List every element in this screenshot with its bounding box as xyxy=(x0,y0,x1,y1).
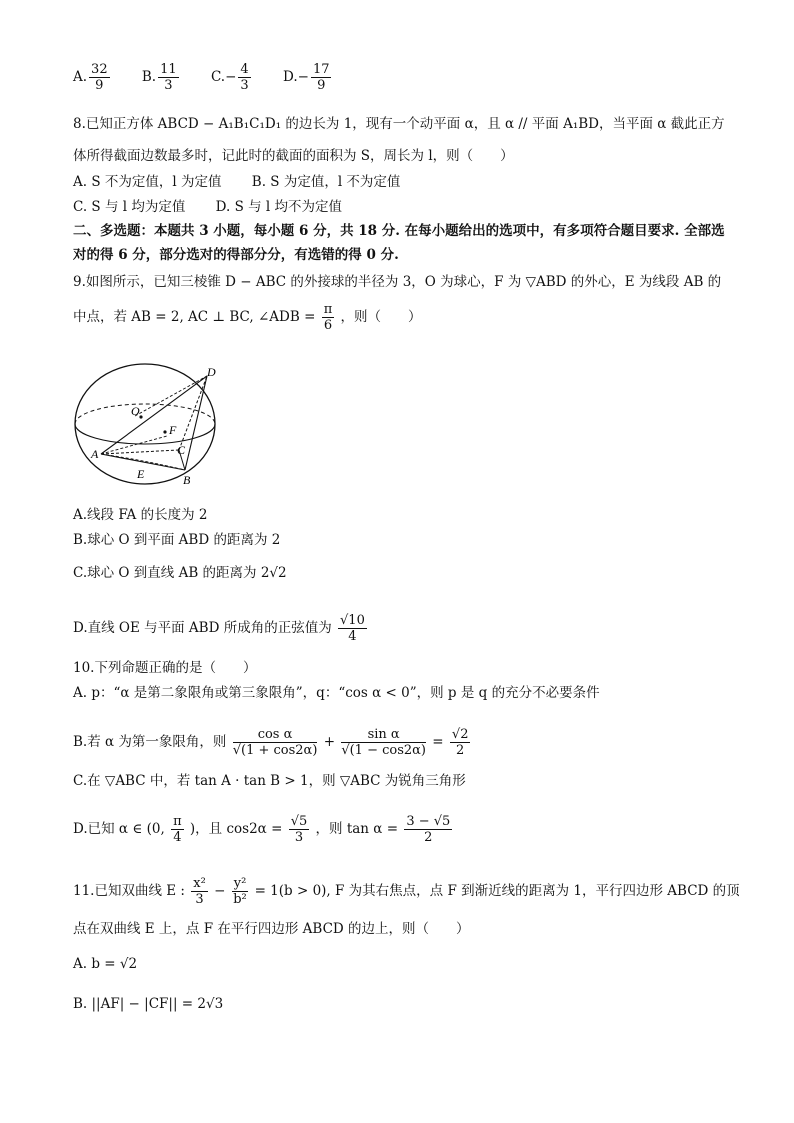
label-a: A xyxy=(91,447,99,461)
q7-options xyxy=(73,62,359,93)
q11-option-b: B. ||AF| − |CF|| = 2√3 xyxy=(73,996,224,1012)
q9-stem-line2: 中点，若 AB = 2, AC ⊥ BC, ∠ADB = $\frac{\pi}{6}$ ，则（ ） xyxy=(73,302,422,333)
label-d: D xyxy=(207,365,216,379)
point-o xyxy=(139,415,142,418)
q7-option-c: C.− $\frac{4}{3}$ xyxy=(210,62,249,93)
q8-stem-line2: 体所得截面边数最多时，记此时的截面的面积为 S，周长为 l，则（ ） xyxy=(73,148,514,164)
label-f: F xyxy=(169,423,177,437)
q10-option-c: C.在 ▽ABC 中，若 tan A · tan B > 1，则 ▽ABC 为锐角三角形 xyxy=(73,773,466,789)
q7-option-b: B. $\frac{11}{3}$ xyxy=(141,62,177,93)
section2-heading-line2: 对的得 6 分，部分选对的得部分分，有选错的得 0 分. xyxy=(73,247,399,263)
q9-sphere-figure xyxy=(73,362,233,490)
equator-front xyxy=(75,424,215,444)
q9-option-a: A.线段 FA 的长度为 2 xyxy=(73,507,208,523)
section2-heading-line1: 二、多选题：本题共 3 小题，每小题 6 分，共 18 分. 在每小题给出的选项中，有多项符合题目要求. 全部选 xyxy=(73,223,725,239)
q10-stem: 10.下列命题正确的是（ ） xyxy=(73,660,257,676)
label-c: C xyxy=(177,443,186,457)
q8-option-d: D. S 与 l 均不为定值 xyxy=(215,199,343,215)
q9-stem-line1: 9.如图所示，已知三棱锥 D − ABC 的外接球的半径为 3，O 为球心，F 为 ▽ABD 的外心，E 为线段 AB 的 xyxy=(73,274,722,290)
q11-option-a: A. b = √2 xyxy=(73,956,138,972)
q9-option-d-fraction: $\frac{√10}{4}$ xyxy=(340,613,365,644)
q8-options-row1 xyxy=(73,172,426,192)
q9-option-c: C.球心 O 到直线 AB 的距离为 2√2 xyxy=(73,565,287,581)
point-f xyxy=(163,430,166,433)
q10-option-a: A. p：“α 是第二象限角或第三象限角”，q：“cos α < 0”，则 p 是 q 的充分不必要条件 xyxy=(73,685,600,701)
q8-options-row2 xyxy=(73,197,368,217)
sphere-outline xyxy=(75,364,215,484)
q9-angle-fraction: $\frac{\pi}{6}$ xyxy=(323,302,333,333)
q7-option-d: D.− $\frac{17}{9}$ xyxy=(282,62,330,93)
q10-option-b: B.若 α 为第一象限角，则 $\frac{\text{cos α}}{√(1 + \cos 2\alpha)}$ + $\frac{\text{sin α}}{√(1 - \cos 2\alpha)}$ = $\frac{√2}{2}$ xyxy=(73,727,469,758)
q8-option-b: B. S 为定值，l 不为定值 xyxy=(251,174,401,190)
q11-stem-line1: 11.已知双曲线 E : $\frac{\text{x²}}{3}$ − $\frac{\text{y²}}{\text{b²}}$ = 1(b > 0), F 为其右焦点，点 F 到渐近线的距离为 1，平行四边形 ABCD 的顶 xyxy=(73,876,740,907)
q10-option-d: D.已知 α ∈ (0, $\frac{\pi}{4}$ )，且 cos2α = $\frac{√5}{3}$ ，则 tan α = $\frac{3 - √5}{2}$ xyxy=(73,814,451,845)
q9-option-d: D.直线 OE 与平面 ABD 所成角的正弦值为 $\frac{√10}{4}$ xyxy=(73,613,365,644)
label-o: O xyxy=(131,404,140,418)
q8-option-c: C. S 与 l 均为定值 xyxy=(73,199,186,215)
q8-stem-line1: 8.已知正方体 ABCD − A₁B₁C₁D₁ 的边长为 1，现有一个动平面 α，且 α // 平面 A₁BD，当平面 α 截此正方 xyxy=(73,116,725,132)
label-e: E xyxy=(137,467,145,481)
q9-option-b: B.球心 O 到平面 ABD 的距离为 2 xyxy=(73,532,281,548)
q7-option-a: A. $\frac{32}{9}$ xyxy=(73,62,108,93)
label-b: B xyxy=(183,473,191,487)
q11-stem-line2: 点在双曲线 E 上，点 F 在平行四边形 ABCD 的边上，则（ ） xyxy=(73,921,470,937)
q8-option-a: A. S 不为定值，l 为定值 xyxy=(73,174,222,190)
